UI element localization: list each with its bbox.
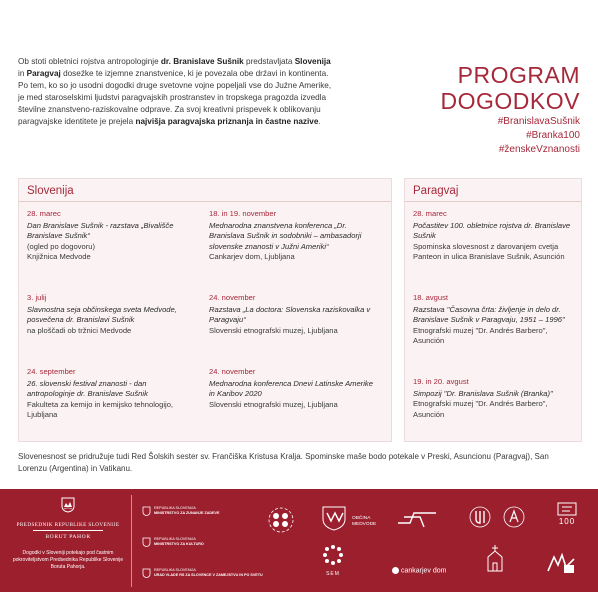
event-venue: Spominska slovesnost z darovanjem cvetja Panteon in ulica Branislave Sušnik, Asunción [413,241,565,261]
ministry-line1: REPUBLIKA SLOVENIJA [154,537,196,541]
divider [19,201,391,202]
coat-of-arms-icon [142,568,151,578]
intro-text: . [318,117,321,126]
event-title: Dan Branislave Sušnik - razstava „Bivališče Branislave Sušnik“ [27,220,174,240]
museum-icon [320,543,346,571]
ministry-logo [142,537,204,547]
slovenija-heading: Slovenija [27,185,74,197]
event-title: Mednarodna konferenca Dnevi Latinske Amerike in Karibov 2020 [209,378,373,398]
ministry-line1: REPUBLIKA SLOVENIJA [154,506,196,510]
event-title: Počastitev 100. obletnice rojstva dr. Branislave Sušnik [413,220,571,240]
hashtag[interactable]: #Branka100 [526,130,580,141]
hashtag[interactable]: #BranislavaSušnik [497,116,580,127]
intro-name: dr. Branislave Sušnik [160,57,244,66]
hashtag[interactable]: #ženskeVznanosti [498,144,580,155]
event-title: Razstava „La doctora: Slovenska raziskovalka v Paragvaju“ [209,304,371,324]
divider [131,495,132,587]
divider [33,530,103,531]
intro-text: doseźke te izjemne znanstvenice, ki je povezala obe drźavi in kontinenta. Po tem, ko so jo usodni dogodki druge svetovne vojne popeljali vse do Juźne Amerike, je med staroselskimi ljudstvi paragvajskih prostranstev in tropskega pragozda izvedla številne znanstveno-raziskovalne odprave. Za svoj kreativni prispevek k oblikovanju paragvajske identitete je prejela [18,69,332,126]
event-venue: Fakulteta za kemijo in kemijsko tehnologijo, Ljubljana [27,399,174,419]
event-venue: Etnografski muzej "Dr. Andrés Barbero", Asunción [413,325,548,345]
event [413,209,575,263]
seal-icon [468,505,492,529]
event [27,293,195,336]
faculty-logo [396,509,438,529]
event-date: 24. november [209,293,256,302]
event [27,367,195,421]
seal-icon [502,505,526,529]
event-title: Simpozij "Dr. Branislava Sušnik (Branka)" [413,388,553,398]
coat-of-arms-icon [142,506,151,516]
event-venue: na ploščadi ob tržnici Medvode [27,325,132,335]
event-date: 28. marec [27,209,61,218]
festival-logo [264,505,298,535]
library-icon [546,551,576,575]
paragvaj-heading: Paragvaj [413,185,459,197]
event-venue: Slovenski etnografski muzej, Ljubljana [209,325,338,335]
event-date: 24. november [209,367,256,376]
event-venue: Etnografski muzej "Dr. Andrés Barbero", Asunción [413,399,548,419]
intro-paragvaj: Paragvaj [26,69,61,78]
event-date: 24. september [27,367,76,376]
festival-icon [264,505,298,535]
event-venue: Cankarjev dom, Ljubljana [209,252,295,261]
event [209,367,377,410]
sponsor-footer [0,489,598,592]
municipality-crest-icon [320,505,348,531]
divider [405,201,581,202]
book-icon [556,499,578,517]
cankarjev-dom-logo [392,567,446,574]
program-title-line1: PROGRAM [457,62,580,88]
logo-area [138,491,596,591]
president-name: BORUT PAHOR [45,534,91,540]
event-date: 19. in 20. avgust [413,377,469,386]
event [209,293,377,336]
footnote: Slovenesnost se pridružuje tudi Red Šolskih sester sv. Frančiška Kristusa Kralja. Spominske maše bodo potekale v Preski, Asuncionu (Paragvaj), San Lorenzu (Argentina) in Vatikanu. [18,452,549,473]
university-logo [468,505,492,529]
program-title-line2: DOGODKOV [440,88,580,114]
obcina-medvode-label: OBČINA MEDVODE [352,516,377,527]
event-title: Slavnostna seja občinskega sveta Medvode, posvečena dr. Branislavi Sušnik [27,304,177,324]
ministry-logo [142,568,263,578]
ministry-line1: REPUBLIKA SLOVENIJA [154,568,196,572]
anniversary-label: 100 [558,517,576,526]
intro-text: in [18,69,27,78]
event [413,377,575,420]
anniversary-logo [556,499,578,526]
coat-of-arms-icon [142,537,151,547]
intro-slovenija: Slovenija [294,57,331,66]
intro-awards: najvišja paragvajska priznanja in častne nazive [135,117,319,126]
church-logo [484,543,506,573]
ministry-line2: MINISTRSTVO ZA KULTURO [154,542,204,546]
cankarjev-dom-icon [392,567,399,574]
event [27,209,195,263]
event-venue: Knjižnica Medvode [27,252,91,261]
coat-of-arms-icon [61,497,75,513]
cankarjev-dom-label: cankarjev dom [400,567,447,575]
ministry-line2: MINISTRSTVO ZA ZUNANJE ZADEVE [154,511,220,515]
president-title: PREDSEDNIK REPUBLIKE SLOVENIJE [16,522,120,528]
event-date: 18. avgust [413,293,449,302]
event-date: 3. julij [27,293,47,302]
slovenija-panel [18,178,392,442]
event-detail: (ogled po dogovoru) [27,241,95,251]
event [209,209,381,263]
library-logo [546,551,576,575]
paragvaj-panel [404,178,582,442]
academy-logo [502,505,526,529]
patronage-note: Dogodki v Sloveniji potekajo pod častnim pokroviteljstvom Predsednika Republike Slovenije Boruta Pahorja. [12,550,124,570]
event-venue: Slovenski etnografski muzej, Ljubljana [209,399,338,409]
president-block [10,497,126,585]
event-date: 18. in 19. november [209,209,277,218]
faculty-icon [396,509,438,529]
intro-text: predstavljata [243,57,295,66]
program-title [441,62,580,114]
hashtags [498,115,580,157]
event-date: 28. marec [413,209,447,218]
sem-logo [320,543,346,577]
obcina-medvode-logo [320,505,348,531]
ministry-line2: URAD VLADE RS ZA SLOVENCE V ZAMEJSTVU IN PO SVETU [154,573,263,577]
event-title: Mednarodna znanstvena konferenca „Dr. Branislava Sušnik in sodobniki – ambasadorji slovenske znanosti v Južni Ameriki“ [209,220,362,251]
event-title: Razstava "Časovna črta: življenje in delo dr. Branislave Sušnik v Paragvaju, 1951 – 1996" [413,304,565,324]
church-icon [484,543,506,573]
event [413,293,575,347]
intro-text: Ob stoti obletnici rojstva antropologinje [18,57,161,66]
intro-paragraph [18,56,336,128]
sem-label: SEM [326,571,340,577]
event-title: 26. slovenski festival znanosti - dan antropologinje dr. Branislave Sušnik [27,378,148,398]
ministry-logo [142,506,219,516]
